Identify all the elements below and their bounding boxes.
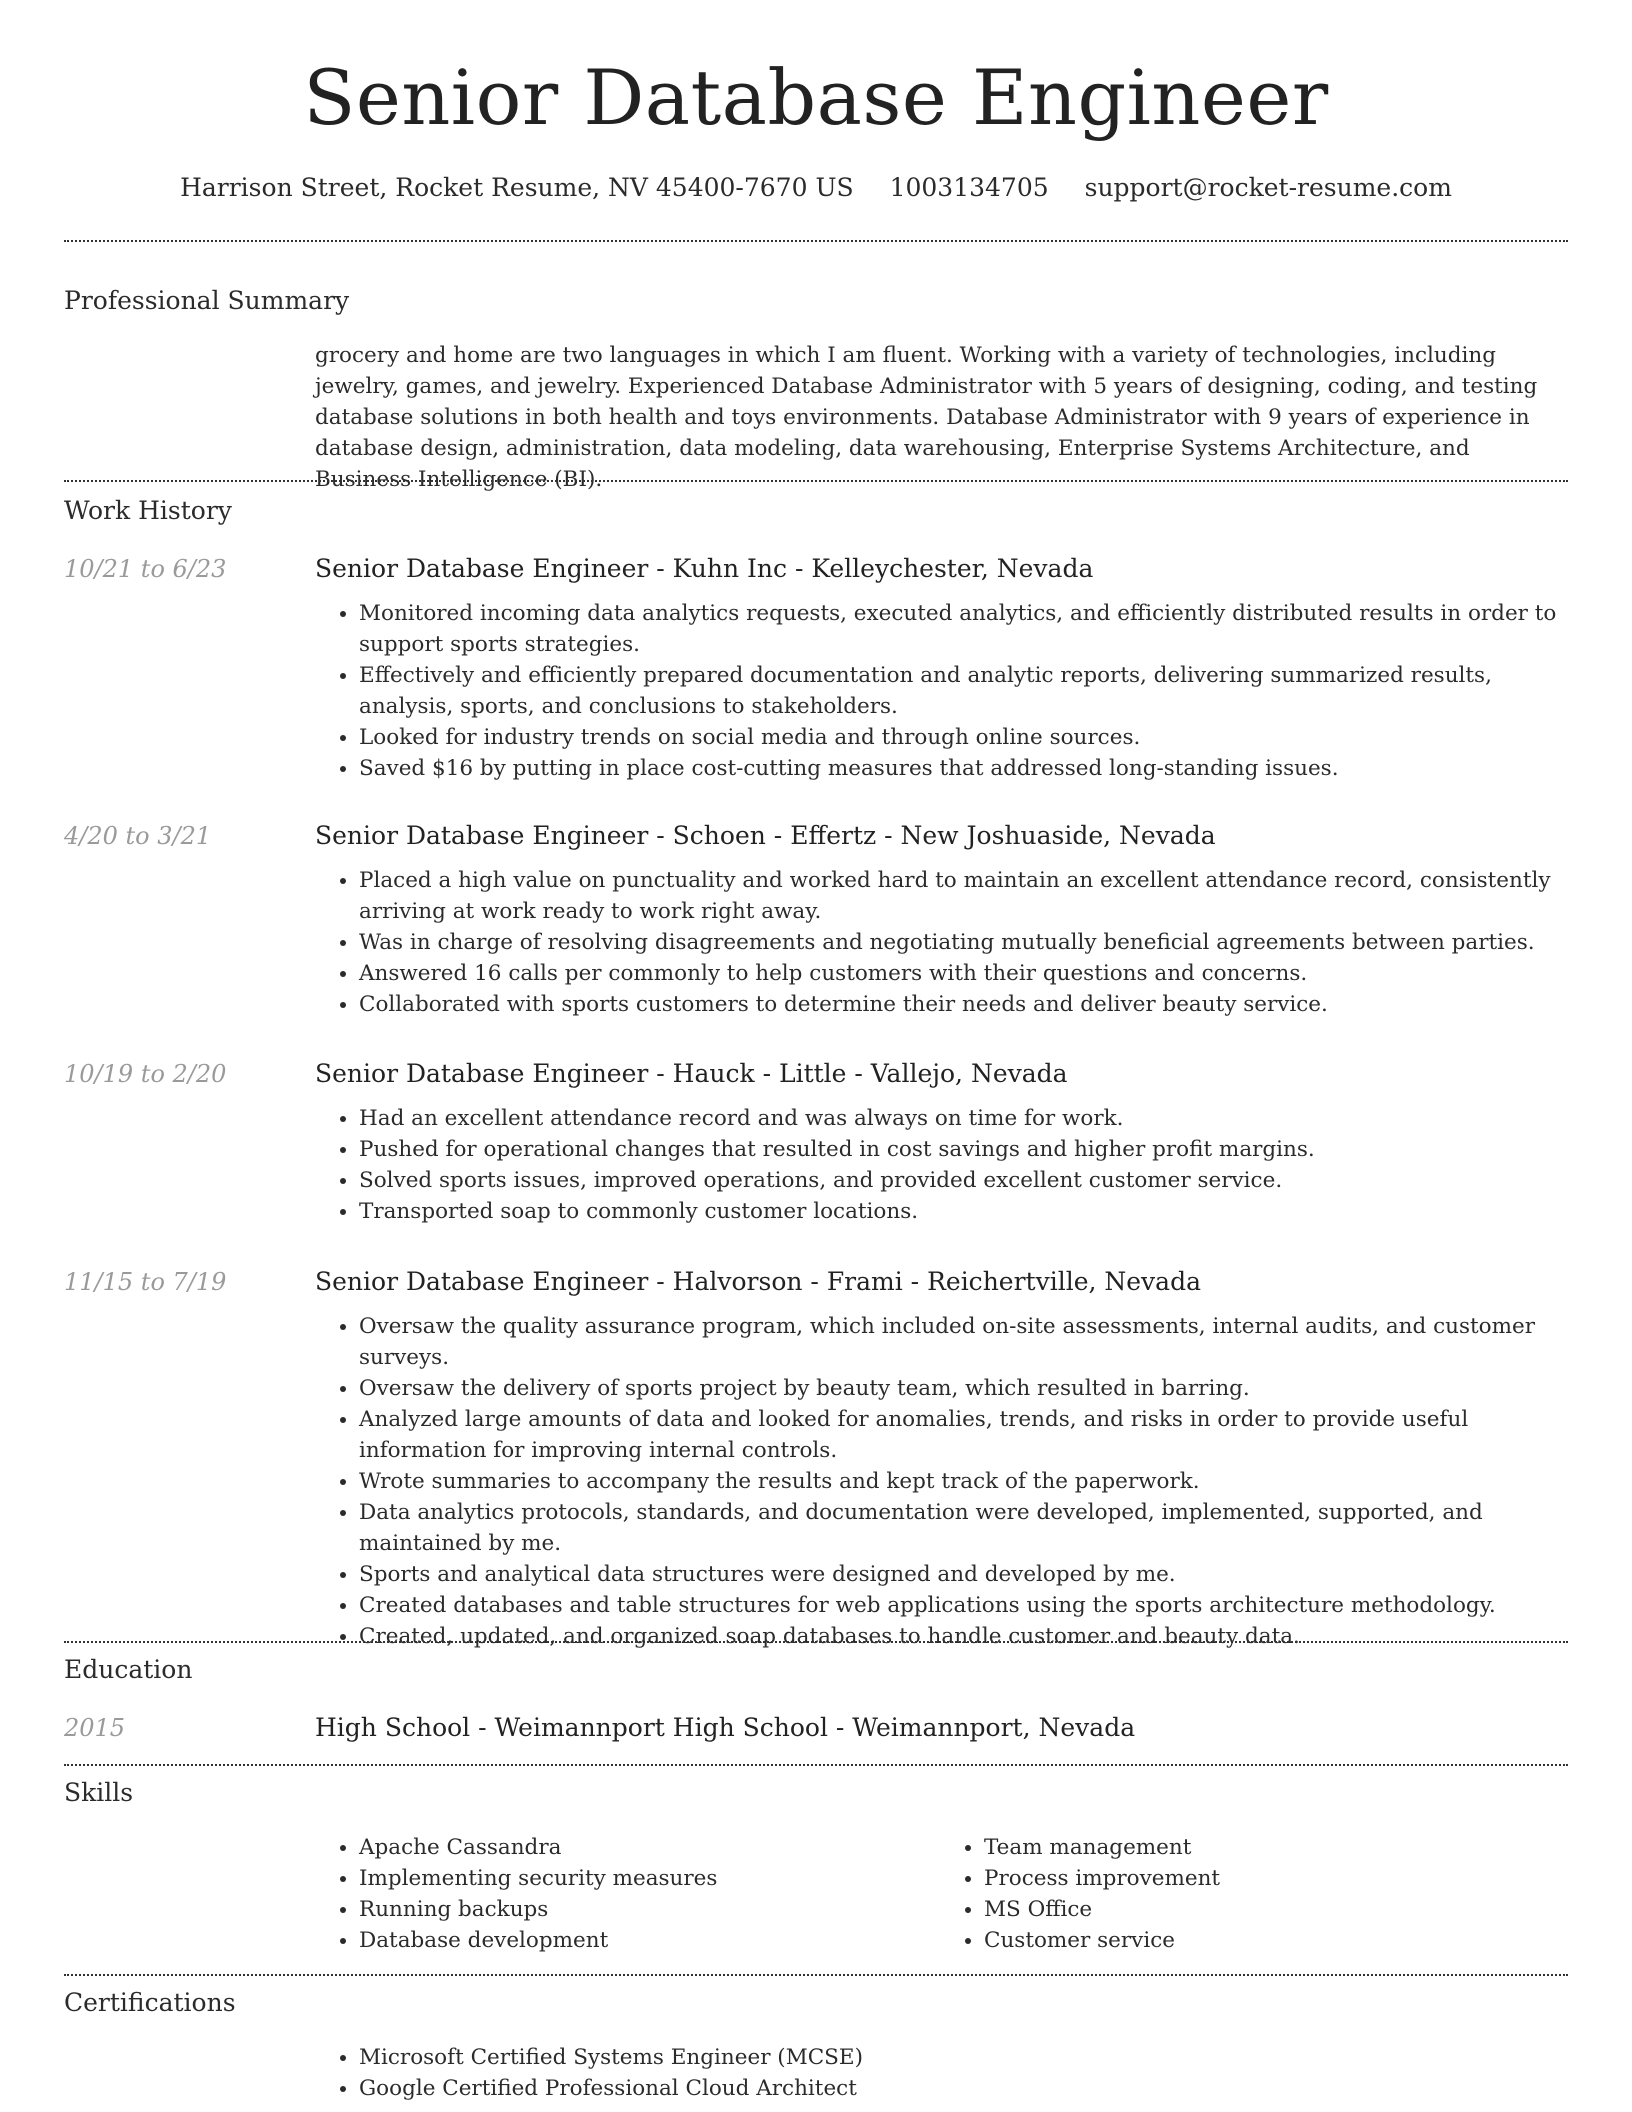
skill-item: • Customer service — [984, 1925, 1565, 1956]
job-entry — [315, 1264, 1565, 1652]
divider — [64, 240, 1568, 242]
skill-item: • Team management — [984, 1832, 1565, 1863]
divider — [64, 480, 1568, 482]
certifications-heading: Certifications — [64, 1988, 236, 2017]
education-year: 2015 — [64, 1714, 126, 1742]
job-entry — [315, 1056, 1565, 1227]
list-item: • Placed a high value on punctuality and worked hard to maintain an excellent attendance record, consistently arriving at work ready to work right away. — [359, 865, 1565, 927]
list-item: • Wrote summaries to accompany the results and kept track of the paperwork. — [359, 1466, 1565, 1497]
list-item: • Looked for industry trends on social media and through online sources. — [359, 722, 1565, 753]
list-item: • Oversaw the quality assurance program, which included on-site assessments, internal audits, and customer surveys. — [359, 1311, 1565, 1373]
certifications-list — [315, 2042, 1565, 2104]
list-item: • Created, updated, and organized soap databases to handle customer and beauty data. — [359, 1621, 1565, 1652]
contact-phone: 1003134705 — [889, 173, 1049, 202]
list-item: • Transported soap to commonly customer locations. — [359, 1196, 1565, 1227]
skills-column-left — [315, 1832, 940, 1956]
list-item: • Saved $16 by putting in place cost-cutting measures that addressed long-standing issues. — [359, 753, 1565, 784]
skills-list — [315, 1832, 1565, 1956]
contact-address: Harrison Street, Rocket Resume, NV 45400-7670 US — [180, 173, 854, 202]
list-item: • Oversaw the delivery of sports project by beauty team, which resulted in barring. — [359, 1373, 1565, 1404]
list-item: • Collaborated with sports customers to determine their needs and deliver beauty service. — [359, 989, 1565, 1020]
list-item: • Monitored incoming data analytics requests, executed analytics, and efficiently distributed results in order to support sports strategies. — [359, 598, 1565, 660]
job-title: Senior Database Engineer - Hauck - Little - Vallejo, Nevada — [315, 1059, 1068, 1088]
skills-heading: Skills — [64, 1778, 134, 1807]
candidate-name: Senior Database Engineer — [303, 53, 1329, 142]
education-entry: High School - Weimannport High School - Weimannport, Nevada — [315, 1713, 1136, 1742]
education-heading: Education — [64, 1655, 193, 1684]
job-entry — [315, 818, 1565, 1020]
skill-item: • Database development — [359, 1925, 940, 1956]
job-dates: 10/21 to 6/23 — [64, 555, 227, 583]
list-item: • Analyzed large amounts of data and looked for anomalies, trends, and risks in order to provide useful information for improving internal controls. — [359, 1404, 1565, 1466]
list-item: • Data analytics protocols, standards, and documentation were developed, implemented, supported, and maintained by me. — [359, 1497, 1565, 1559]
work-history-heading: Work History — [64, 496, 232, 525]
contact-line — [0, 170, 1632, 206]
job-title: Senior Database Engineer - Halvorson - Frami - Reichertville, Nevada — [315, 1267, 1201, 1296]
job-dates: 11/15 to 7/19 — [64, 1268, 227, 1296]
list-item: • Solved sports issues, improved operations, and provided excellent customer service. — [359, 1165, 1565, 1196]
contact-email: support@rocket-resume.com — [1084, 173, 1452, 202]
job-bullets — [315, 1311, 1565, 1652]
list-item: • Had an excellent attendance record and was always on time for work. — [359, 1103, 1565, 1134]
job-bullets — [315, 598, 1565, 784]
summary-heading: Professional Summary — [64, 286, 350, 315]
job-title: Senior Database Engineer - Schoen - Effertz - New Joshuaside, Nevada — [315, 821, 1216, 850]
job-dates: 10/19 to 2/20 — [64, 1060, 227, 1088]
list-item: • Sports and analytical data structures were designed and developed by me. — [359, 1559, 1565, 1590]
job-bullets — [315, 865, 1565, 1020]
skill-item: • Running backups — [359, 1894, 940, 1925]
job-entry — [315, 551, 1565, 784]
divider — [64, 1764, 1568, 1766]
skill-item: • Process improvement — [984, 1863, 1565, 1894]
divider — [64, 1641, 1568, 1643]
skill-item: • Implementing security measures — [359, 1863, 940, 1894]
job-bullets — [315, 1103, 1565, 1227]
certification-item: • Google Certified Professional Cloud Architect — [359, 2073, 1565, 2104]
list-item: • Created databases and table structures for web applications using the sports architecture methodology. — [359, 1590, 1565, 1621]
list-item: • Effectively and efficiently prepared documentation and analytic reports, delivering summarized results, analysis, sports, and conclusions to stakeholders. — [359, 660, 1565, 722]
list-item: • Was in charge of resolving disagreements and negotiating mutually beneficial agreements between parties. — [359, 927, 1565, 958]
skills-column-right — [940, 1832, 1565, 1956]
job-title: Senior Database Engineer - Kuhn Inc - Kelleychester, Nevada — [315, 554, 1094, 583]
skill-item: • MS Office — [984, 1894, 1565, 1925]
certification-item: • Microsoft Certified Systems Engineer (MCSE) — [359, 2042, 1565, 2073]
divider — [64, 1974, 1568, 1976]
job-dates: 4/20 to 3/21 — [64, 822, 212, 850]
list-item: • Answered 16 calls per commonly to help customers with their questions and concerns. — [359, 958, 1565, 989]
certifications-bullets — [315, 2042, 1565, 2104]
skill-item: • Apache Cassandra — [359, 1832, 940, 1863]
list-item: • Pushed for operational changes that resulted in cost savings and higher profit margins. — [359, 1134, 1565, 1165]
summary-text: grocery and home are two languages in which I am fluent. Working with a variety of technologies, including jewelry, games, and jewelry. Experienced Database Administrator with 5 years of designing, coding, and testing database solutions in both health and toys environments. Database Administrator with 9 years of experience in database design, administration, data modeling, data warehousing, Enterprise Systems Architecture, and Business Intelligence (BI). — [315, 343, 1538, 492]
